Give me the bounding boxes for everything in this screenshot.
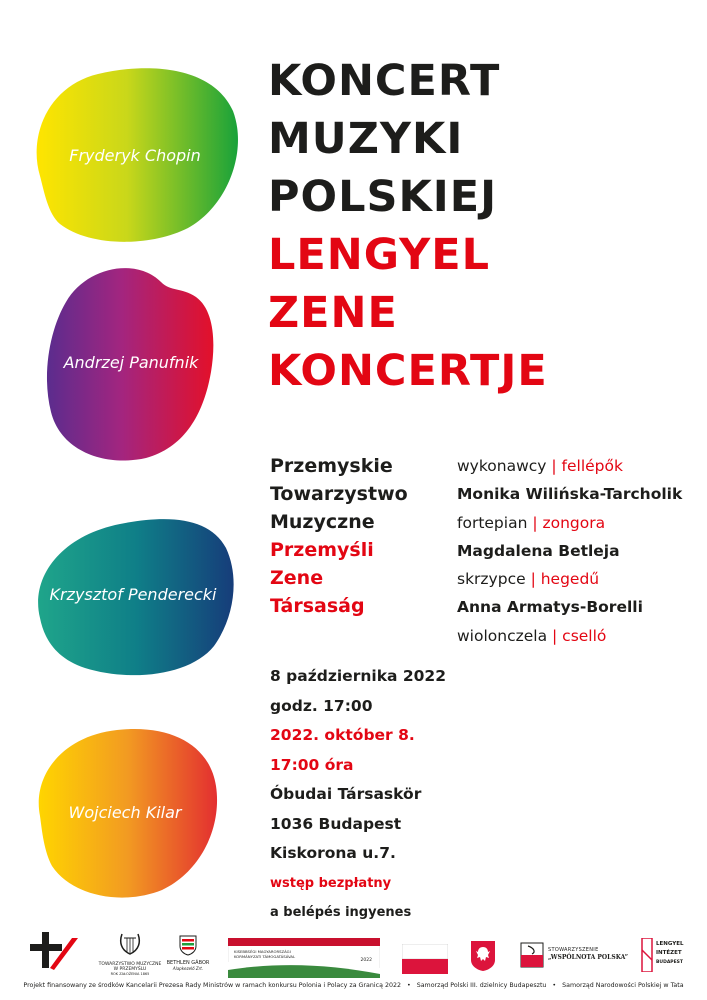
title-pl-line: POLSKIEJ [268, 172, 498, 222]
venue: Óbudai Társaskör [270, 785, 422, 803]
role-pl: fortepian [457, 513, 528, 532]
role-pl: skrzypce [457, 570, 526, 589]
title-hu-line: KONCERTJE [268, 346, 548, 396]
polish-flag [402, 944, 448, 978]
city: 1036 Budapest [270, 814, 402, 833]
tmp-text: TOWARZYSTWO MUZYCZNE W PRZEMYŚLU ROK ZAŁOŻENIA 1865 [98, 962, 162, 976]
hungarian-government-banner: KISEBBSÉGI MAGYARORSZÁGI KORMÁNYZATI TÁMOGATÁSÁVAL 2022 [228, 938, 380, 978]
performer-name: Magdalena Betleja [457, 541, 620, 560]
performer-name: Anna Armatys-Borelli [457, 598, 643, 617]
organizer-hu-line: Zene [270, 567, 324, 589]
street: Kiskorona u.7. [270, 844, 396, 862]
entry-hu: a belépés ingyenes [270, 905, 412, 920]
time-pl: godz. 17:00 [270, 696, 373, 715]
performer-name: Monika Wilińska-Tarcholik [457, 485, 683, 504]
composer-blob-kilar [32, 726, 218, 898]
role-hu: zongora [542, 513, 606, 532]
polonia-cross-logo [30, 932, 80, 976]
header-pl: wykonawcy [457, 457, 547, 475]
composer-blob-panufnik [46, 262, 216, 462]
entry-pl: wstęp bezpłatny [270, 875, 392, 891]
tmp-lyre-logo [96, 932, 164, 977]
polish-eagle-emblem [470, 940, 496, 976]
footer-part-2: Samorząd Polski III. dzielnicy Budapesztu [416, 982, 547, 989]
sponsor-logos: TOWARZYSTWO MUZYCZNE W PRZEMYŚLU ROK ZAŁOŻENIA 1865 BETHLEN GÁBOR Alapkezelő Zrt. KISEBBSÉGI MAGYARORSZÁGI KORMÁNYZATI TÁMOGATÁSÁVAL 2022 STOWARZYSZENIE „WSPÓLNOTA POLSKA” LENGYEL INTÉZET BUDAPEST [0, 930, 707, 978]
organizer-pl-line: Towarzystwo [270, 483, 408, 505]
organizer-pl-line: Przemyskie [270, 455, 393, 477]
composer-blob-penderecki [30, 508, 236, 680]
role-pl: wiolonczela [457, 626, 548, 645]
organizer-hu-line: Przemyśli [270, 539, 374, 561]
organizer [270, 452, 408, 620]
composer-blob-chopin [28, 66, 242, 244]
composer-name: Andrzej Panufnik [63, 352, 199, 372]
organizer-pl-line: Muzyczne [270, 511, 375, 533]
concert-title [268, 52, 548, 400]
footer-credits: Projekt finansowany ze środków Kancelarii Prezesa Rady Ministrów w ramach konkursu Polonia i Polacy za Granicą 2022 • Samorząd Polski III. dzielnicy Budapesztu • Samorząd Narodowości Polskiej w Tata [23, 982, 684, 989]
footer-part-1: Projekt finansowany ze środków Kancelarii Prezesa Rady Ministrów w ramach konkursu Polonia i Polacy za Granicą 2022 [23, 982, 401, 989]
kormany-year: 2022 [360, 958, 372, 963]
performer-role: wiolonczela | cselló [457, 626, 607, 645]
performer-role: fortepian | zongora [457, 513, 606, 532]
title-pl-line: KONCERT [268, 56, 501, 106]
role-hu: hegedű [540, 570, 600, 589]
date-hu: 2022. október 8. [270, 726, 415, 744]
footer-part-3: Samorząd Narodowości Polskiej w Tata [562, 982, 684, 989]
performers-header: wykonawcy | fellépők [457, 457, 623, 475]
composer-name: Wojciech Kilar [68, 802, 182, 822]
composer-name: Fryderyk Chopin [69, 145, 201, 165]
role-hu: cselló [562, 626, 607, 645]
date-pl: 8 października 2022 [270, 667, 446, 685]
time-hu: 17:00 óra [270, 755, 354, 774]
header-hu: fellépők [561, 457, 623, 475]
title-pl-line: MUZYKI [268, 114, 464, 164]
organizer-hu-line: Társaság [270, 595, 365, 617]
performer-role: skrzypce | hegedű [457, 570, 600, 589]
bethlen-gabor-logo: BETHLEN GÁBOR Alapkezelő Zrt. [166, 934, 210, 972]
composer-name: Krzysztof Penderecki [49, 584, 217, 604]
event-info [270, 662, 446, 928]
performers [457, 452, 682, 650]
title-hu-line: ZENE [268, 288, 398, 338]
title-hu-line: LENGYEL [268, 230, 491, 280]
